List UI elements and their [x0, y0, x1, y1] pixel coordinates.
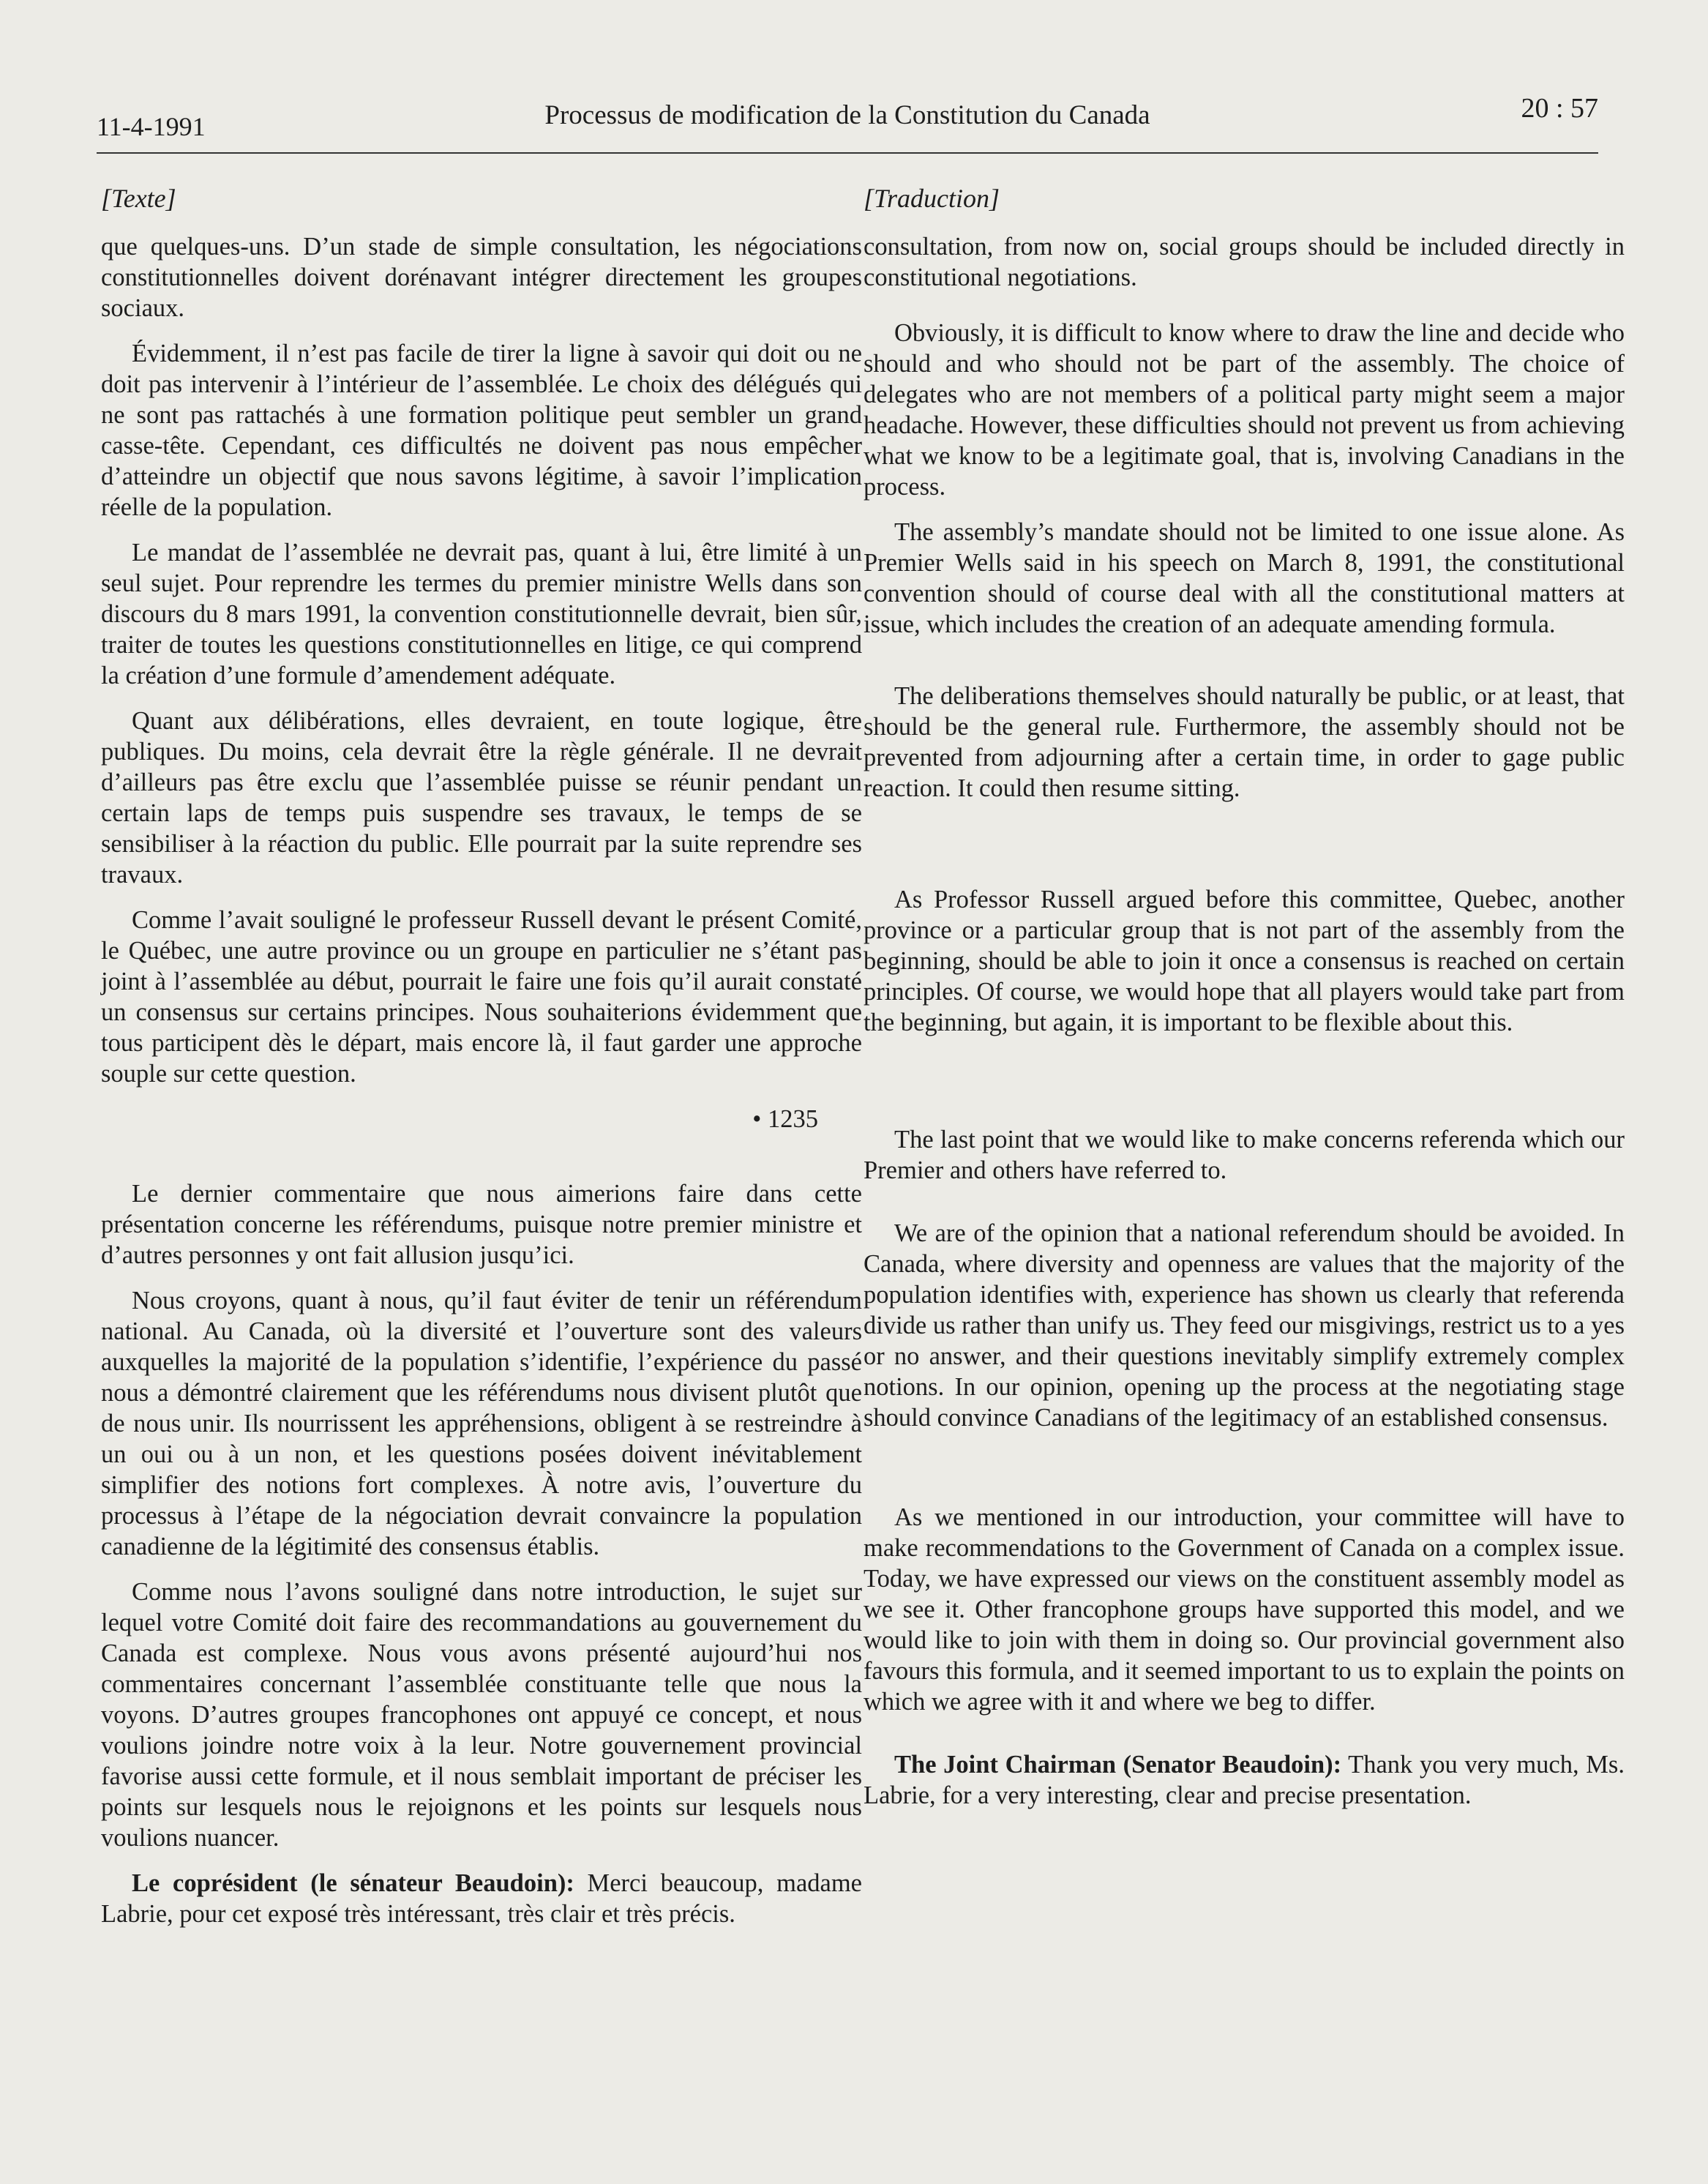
paragraph: The deliberations themselves should naturally be public, or at least, that should be the general rule. Furthermore, the assembly should not be prevented from adjourning after a certain time, in order to gage public reaction. It could then resume sitting.	[864, 682, 1625, 802]
column-label-texte: [Texte]	[101, 184, 176, 213]
header-date: 11-4-1991	[97, 112, 206, 141]
page-header	[97, 92, 1598, 158]
speaker-text: Merci beaucoup, madame Labrie, pour cet exposé très intéressant, très clair et très précis.	[101, 1869, 862, 1928]
time-marker: • 1235	[752, 1105, 818, 1133]
column-label-traduction: [Traduction]	[864, 184, 1000, 213]
header-page-number: 20 : 57	[1521, 93, 1598, 124]
paragraph: consultation, from now on, social groups should be included directly in constitutional negotiations.	[864, 233, 1625, 291]
english-column	[864, 183, 1625, 1825]
french-column	[101, 183, 862, 1944]
paragraph: As Professor Russell argued before this committee, Quebec, another province or a particular group that is not part of the assembly from the beginning, should be able to join it once a consensus is reached on certain principles. Of course, we would hope that all players would take part from the beginning, but again, it is important to be flexible about this.	[864, 886, 1625, 1036]
speaker-name: The Joint Chairman (Senator Beaudoin):	[894, 1751, 1342, 1779]
paragraph: The assembly’s mandate should not be limited to one issue alone. As Premier Wells said in his speech on March 8, 1991, the constitutional convention should of course deal with all the constitutional matters at issue, which includes the creation of an adequate amending formula.	[864, 518, 1625, 638]
speaker-text: Thank you very much, Ms. Labrie, for a very interesting, clear and precise presentation.	[864, 1751, 1625, 1809]
header-rule	[97, 152, 1598, 154]
paragraph: The last point that we would like to make concerns referenda which our Premier and others have referred to.	[864, 1126, 1625, 1184]
speaker-paragraph	[864, 1749, 1625, 1811]
paragraph: Nous croyons, quant à nous, qu’il faut éviter de tenir un référendum national. Au Canada, où la diversité et l’ouverture sont des valeurs auxquelles la majorité de la population s’identifie, l’expérience du passé nous a démontré clairement que les référendums nous divisent plutôt que de nous unir. Ils nourrissent les appréhensions, obligent à se restreindre à un oui ou à un non, et les questions posées doivent inévitablement simplifier des notions fort complexes. À notre avis, l’ouverture du processus à l’étape de la négociation devrait convaincre la population canadienne de la légitimité des consensus établis.	[101, 1287, 862, 1560]
paragraph: Le dernier commentaire que nous aimerions faire dans cette présentation concerne les référendums, puisque notre premier ministre et d’autres personnes y ont fait allusion jusqu’ici.	[101, 1180, 862, 1269]
paragraph: We are of the opinion that a national referendum should be avoided. In Canada, where diversity and openness are values that the majority of the population identifies with, experience has shown us clearly that referenda divide us rather than unify us. They feed our misgivings, restrict us to a yes or no answer, and their questions inevitably simplify extremely complex notions. In our opinion, opening up the process at the negotiating stage should convince Canadians of the legitimacy of an established consensus.	[864, 1219, 1625, 1432]
paragraph: Évidemment, il n’est pas facile de tirer la ligne à savoir qui doit ou ne doit pas intervenir à l’intérieur de l’assemblée. Le choix des délégués qui ne sont pas rattachés à une formation politique peut sembler un grand casse-tête. Cependant, ces difficultés ne doivent pas nous empêcher d’atteindre un objectif que nous savons légitime, à savoir l’implication réelle de la population.	[101, 340, 862, 521]
paragraph: Comme l’avait souligné le professeur Russell devant le présent Comité, le Québec, une autre province ou un groupe en particulier ne s’étant pas joint à l’assemblée au début, pourrait le faire une fois qu’il aurait constaté un consensus sur certains principes. Nous souhaiterions évidemment que tous participent dès le départ, mais encore là, il faut garder une approche souple sur cette question.	[101, 906, 862, 1088]
paragraph: As we mentioned in our introduction, your committee will have to make recommendations to the Government of Canada on a complex issue. Today, we have expressed our views on the constituent assembly model as we see it. Other francophone groups have supported this model, and we would like to join with them in doing so. Our provincial government also favours this formula, and it seemed important to us to explain the points on which we agree with it and where we beg to differ.	[864, 1503, 1625, 1716]
paragraph: Obviously, it is difficult to know where to draw the line and decide who should and who should not be part of the assembly. The choice of delegates who are not members of a political party might seem a major headache. However, these difficulties should not prevent us from achieving what we know to be a legitimate goal, that is, involving Canadians in the process.	[864, 319, 1625, 501]
header-title: Processus de modification de la Constitution du Canada	[544, 100, 1150, 130]
paragraph: Quant aux délibérations, elles devraient, en toute logique, être publiques. Du moins, cela devrait être la règle générale. Il ne devrait d’ailleurs pas être exclu que l’assemblée puisse se réunir pendant un certain laps de temps puis suspendre ses travaux, le temps de se sensibiliser à la réaction du public. Elle pourrait par la suite reprendre ses travaux.	[101, 707, 862, 889]
paragraph: Comme nous l’avons souligné dans notre introduction, le sujet sur lequel votre Comité doit faire des recommandations au gouvernement du Canada est complexe. Nous vous avons présenté aujourd’hui nos commentaires concernant l’assemblée constituante telle que nous la voyons. D’autres groupes francophones ont appuyé ce concept, et nous voulions joindre notre voix à la leur. Notre gouvernement provincial favorise aussi cette formule, et il nous semblait important de préciser les points sur lesquels nous le rejoignons et les points sur lesquels nous voulions nuancer.	[101, 1578, 862, 1852]
speaker-name: Le coprésident (le sénateur Beaudoin):	[132, 1869, 574, 1897]
paragraph: que quelques-uns. D’un stade de simple consultation, les négociations constitutionnelles doivent dorénavant intégrer directement les groupes sociaux.	[101, 233, 862, 322]
paragraph: Le mandat de l’assemblée ne devrait pas, quant à lui, être limité à un seul sujet. Pour reprendre les termes du premier ministre Wells dans son discours du 8 mars 1991, la convention constitutionnelle devrait, bien sûr, traiter de toutes les questions constitutionnelles en litige, ce qui comprend la création d’une formule d’amendement adéquate.	[101, 539, 862, 689]
speaker-paragraph	[101, 1868, 862, 1929]
